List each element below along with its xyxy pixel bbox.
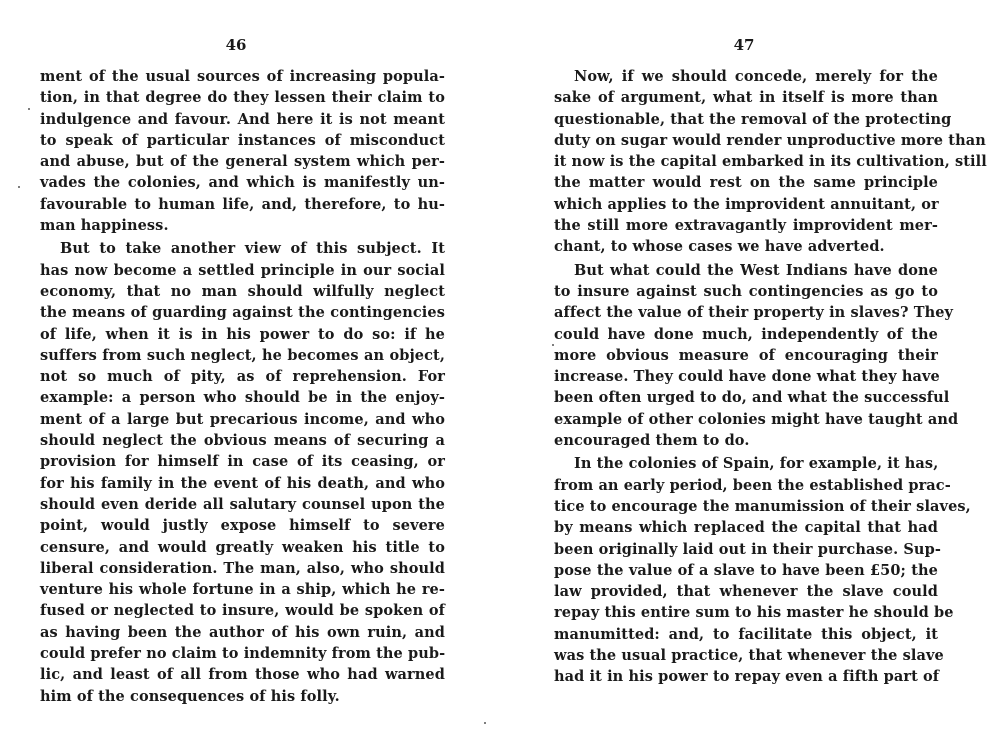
text-line: pose the value of a slave to have been £50; the [554, 561, 938, 579]
page-number: 46 [225, 36, 247, 54]
print-speck [552, 344, 554, 346]
text-line: the still more extravagantly improvident mer- [554, 217, 938, 235]
text-line: economy, that no man should wilfully neglect [40, 282, 445, 300]
text-line: from an early period, been the established prac- [554, 476, 951, 494]
text-line: point, would justly expose himself to severe [40, 517, 445, 535]
text-line: fused or neglected to insure, would be spoken of [40, 602, 445, 620]
text-line: favourable to human life, and, therefore, to hu- [40, 195, 445, 213]
text-line: duty on sugar would render unproductive more than [554, 131, 986, 149]
text-line: repay this entire sum to his master he should be [554, 604, 954, 622]
text-line: more obvious measure of encouraging their [554, 346, 938, 364]
text-line: been often urged to do, and what the successful [554, 389, 950, 407]
text-line: him of the consequences of his folly. [40, 687, 340, 705]
text-line: provision for himself in case of its ceasing, or [40, 453, 445, 471]
text-line: to speak of particular instances of misconduct [40, 131, 445, 149]
text-line: it now is the capital embarked in its cultivation, still [554, 153, 987, 171]
text-line: to insure against such contingencies as go to [554, 282, 938, 300]
text-line: the matter would rest on the same principle [554, 174, 938, 192]
text-line: could have done much, independently of the [554, 325, 938, 343]
text-line: Now, if we should concede, merely for the [574, 68, 938, 85]
text-line: encouraged them to do. [554, 432, 750, 450]
text-line: manumitted: and, to facilitate this object, it [554, 625, 938, 643]
right-page [490, 0, 987, 751]
text-line: questionable, that the removal of the protecting [554, 110, 952, 128]
text-line: suffers from such neglect, he becomes an object, [40, 346, 445, 364]
text-line: tice to encourage the manumission of their slaves, [554, 497, 971, 515]
text-line: has now become a settled principle in our social [40, 261, 445, 279]
text-line: ment of the usual sources of increasing popula- [40, 68, 445, 85]
text-line: ment of a large but precarious income, and who [40, 410, 445, 428]
text-line: should neglect the obvious means of securing a [40, 432, 445, 450]
text-line: as having been the author of his own ruin, and [40, 623, 445, 641]
text-line: chant, to whose cases we have adverted. [554, 238, 885, 256]
text-line: not so much of pity, as of reprehension. For [40, 368, 445, 386]
text-line: indulgence and favour. And here it is not meant [40, 110, 445, 128]
text-line: could prefer no claim to indemnity from the pub- [40, 645, 446, 663]
text-line: of life, when it is in his power to do so: if he [40, 325, 445, 343]
text-line: increase. They could have done what they have [554, 368, 940, 386]
page-number: 47 [733, 36, 755, 54]
text-line: But to take another view of this subject. It [60, 240, 445, 258]
text-line: venture his whole fortune in a ship, which he re- [40, 581, 445, 599]
text-line: should even deride all salutary counsel upon the [40, 495, 445, 513]
text-line: censure, and would greatly weaken his title to [40, 538, 445, 556]
text-line: which applies to the improvident annuitant, or [554, 195, 939, 213]
print-speck [484, 722, 486, 724]
text-line: sake of argument, what in itself is more than [554, 89, 938, 107]
text-line: law provided, that whenever the slave could [554, 583, 938, 601]
text-line: vades the colonies, and which is manifestly un- [40, 174, 445, 192]
page-body-text [554, 66, 987, 688]
print-speck [28, 108, 30, 110]
text-line: liberal consideration. The man, also, who should [40, 559, 445, 577]
text-line: for his family in the event of his death, and who [40, 474, 445, 492]
text-line: had it in his power to repay even a fifth part of [554, 668, 940, 686]
left-page [0, 0, 490, 751]
text-line: In the colonies of Spain, for example, it has, [574, 455, 939, 473]
print-speck [18, 186, 20, 188]
text-line: example: a person who should be in the enjoy- [40, 389, 445, 407]
text-line: and abuse, but of the general system which per- [40, 153, 445, 171]
text-line: man happiness. [40, 217, 169, 235]
page-body-text [40, 66, 445, 707]
text-line: the means of guarding against the contingencies [40, 304, 445, 322]
text-line: tion, in that degree do they lessen their claim to [40, 89, 445, 107]
text-line: lic, and least of all from those who had warned [40, 666, 445, 684]
text-line: been originally laid out in their purchase. Sup- [554, 540, 941, 558]
text-line: affect the value of their property in slaves? They [554, 304, 954, 322]
text-line: was the usual practice, that whenever the slave [554, 647, 944, 665]
text-line: But what could the West Indians have done [574, 261, 938, 279]
text-line: by means which replaced the capital that had [554, 519, 938, 537]
text-line: example of other colonies might have taught and [554, 410, 959, 428]
